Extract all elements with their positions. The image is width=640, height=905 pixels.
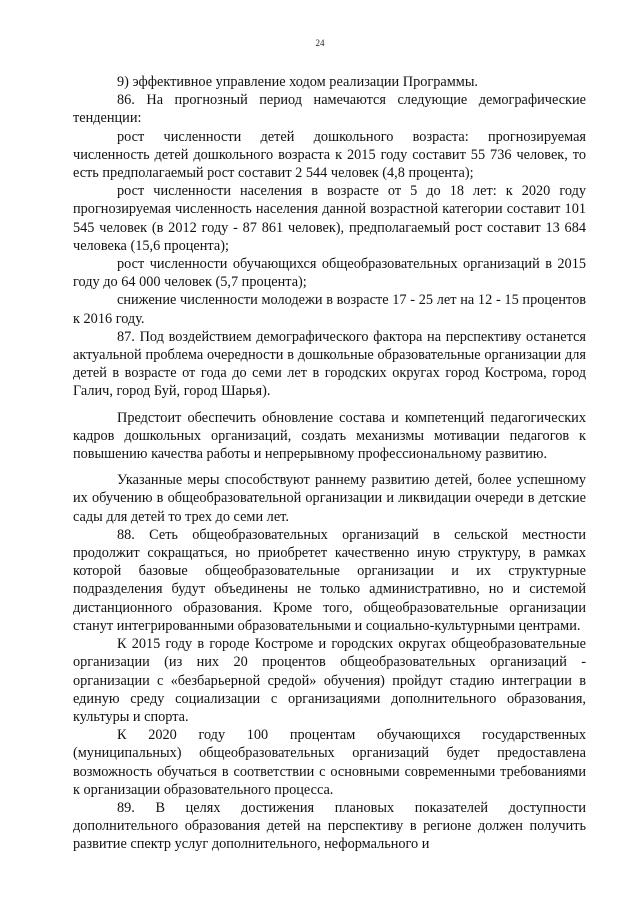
paragraph-89: 89. В целях достижения плановых показателей доступности дополнительного образования детей на перспективу в регионе должен получить развитие спектр услуг дополнительного, неформального и [73, 799, 586, 853]
paragraph-students-growth: рост численности обучающихся общеобразовательных организаций в 2015 году до 64 000 человек (5,7 процента); [73, 256, 586, 291]
paragraph-staff-renewal: Предстоит обеспечить обновление состава и компетенций педагогических кадров дошкольных организаций, создать механизмы мотивации педагогов к повышению качества работы и непрерывному профессиональному развитию. [73, 409, 586, 463]
paragraph-88: 88. Сеть общеобразовательных организаций в сельской местности продолжит сокращаться, но приобретет качественно иную структуру, в рамках которой базовые общеобразовательные организации и их структурные подразделения будут объединены не только административно, но и системой дистанционного образования. Кроме того, общеобразовательные организации станут интегрированными образовательными и социально-культурными центрами. [73, 526, 586, 634]
paragraph-youth-decline: снижение численности молодежи в возрасте 17 - 25 лет на 12 - 15 процентов к 2016 году. [73, 292, 586, 327]
paragraph-preschool-growth: рост численности детей дошкольного возраста: прогнозируемая численность детей дошкольного возраста к 2015 году составит 55 736 человек, то есть предполагаемый рост составит 2 544 человек (4,8 процента); [73, 128, 586, 182]
paragraph-item-9: 9) эффективное управление ходом реализации Программы. [117, 74, 478, 90]
paragraph-measures: Указанные меры способствуют раннему развитию детей, более успешному их обучению в общеобразовательной организации и ликвидации очереди в детские сады для детей то трех до семи лет. [73, 472, 586, 525]
paragraph-2020-requirements: К 2020 году 100 процентам обучающихся государственных (муниципальных) общеобразовательных организаций будет предоставлена возможность обучаться в соответствии с основными современными требованиями к организации образовательного процесса. [73, 727, 586, 798]
paragraph-87: 87. Под воздействием демографического фактора на перспективу останется актуальной проблема очередности в дошкольные образовательные организации для детей в возрасте от года до семи лет в городских округах город Кострома, город Галич, город Буй, город Шарья). [73, 328, 586, 400]
document-body [73, 73, 586, 854]
page-number: 24 [315, 38, 325, 48]
paragraph-population-growth: рост численности населения в возрасте от 5 до 18 лет: к 2020 году прогнозируемая численность населения данной возрастной категории составит 101 545 человек (в 2012 году - 87 861 человек), предполагаемый рост составит 13 684 человека (15,6 процента); [73, 183, 586, 254]
paragraph-86: 86. На прогнозный период намечаются следующие демографические тенденции: [73, 92, 586, 127]
paragraph-2015-integration: К 2015 году в городе Костроме и городских округах общеобразовательные организации (из них 20 процентов общеобразовательных организаций - организации с «безбарьерной средой» обучения) пройдут стадию интеграции в единую среду социализации с организациями дополнительного образования, культуры и спорта. [73, 636, 586, 725]
